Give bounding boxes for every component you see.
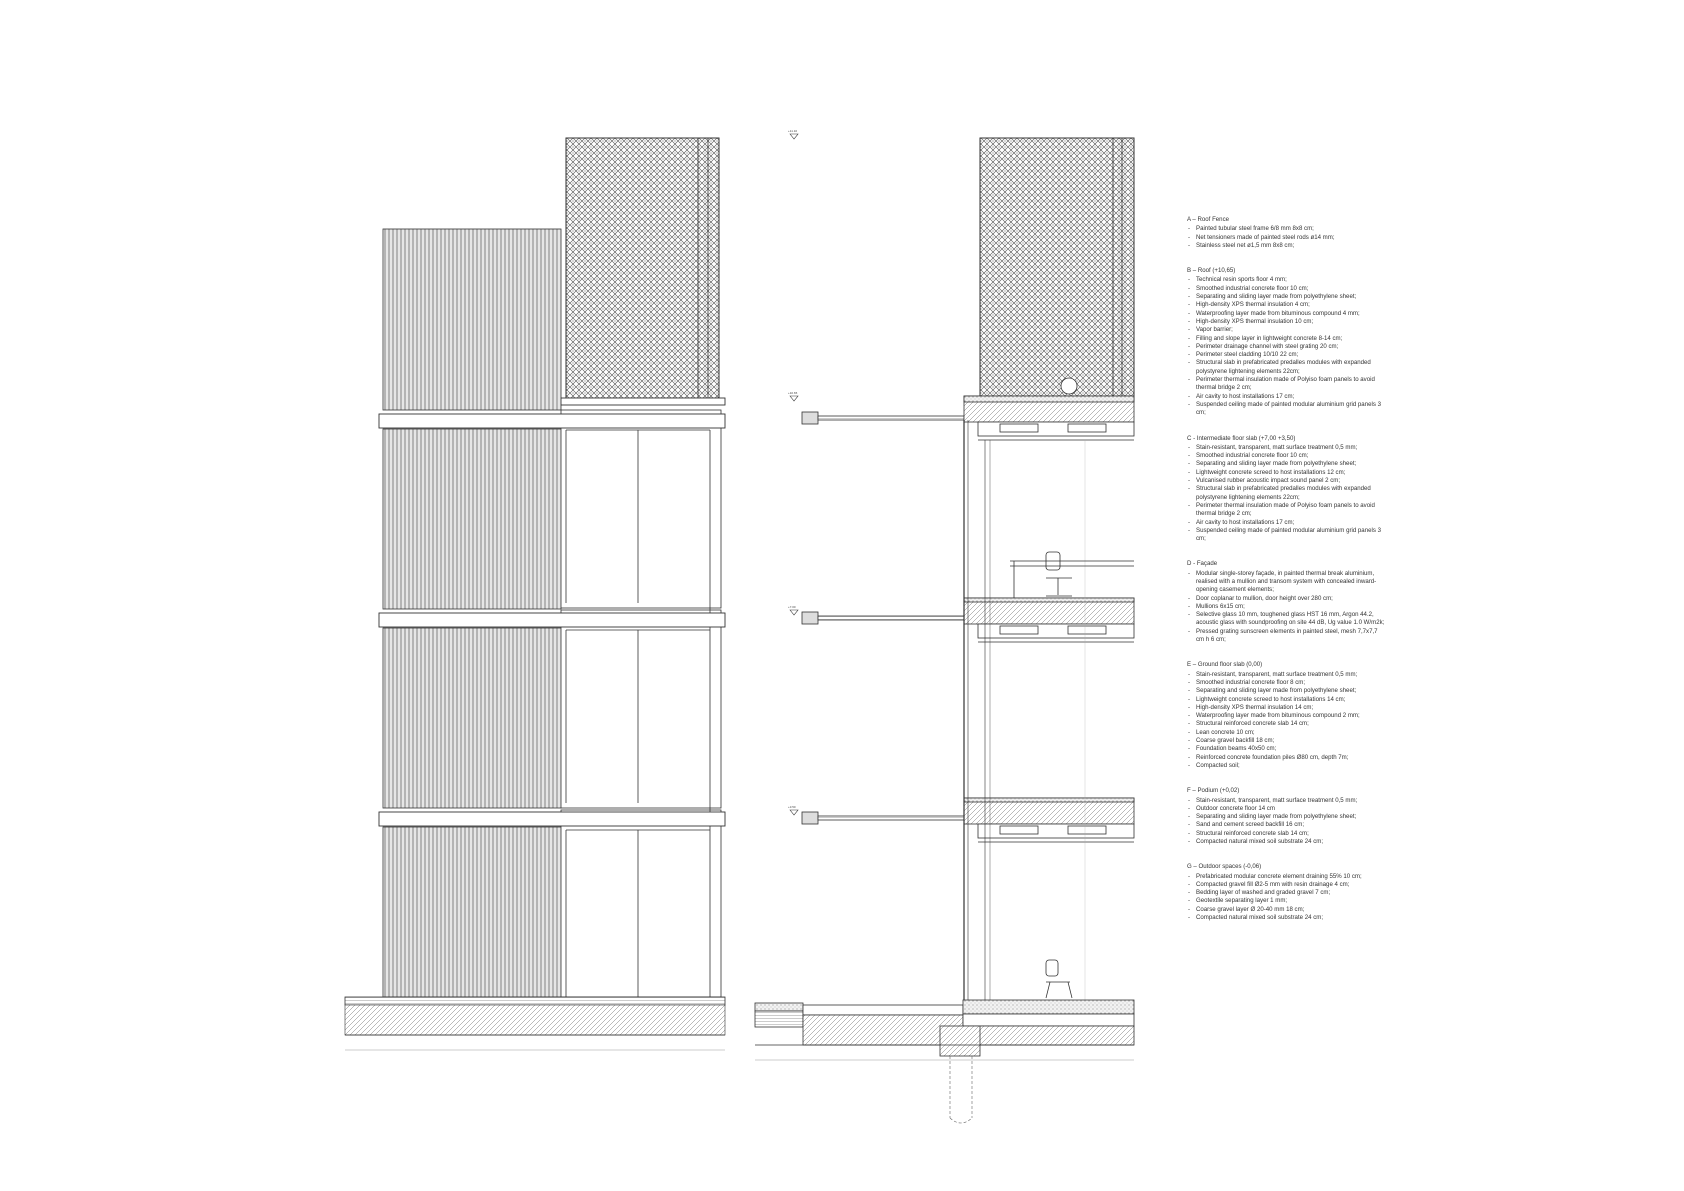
legend-item: - Compacted natural mixed soil substrate 24 cm; bbox=[1187, 914, 1387, 922]
legend-item: - Smoothed industrial concrete floor 10 cm; bbox=[1187, 452, 1387, 460]
legend-item: - Coarse gravel layer Ø 20-40 mm 18 cm; bbox=[1187, 906, 1387, 914]
legend-item: - Stainless steel net ø1,5 mm 8x8 cm; bbox=[1187, 242, 1387, 250]
legend-section-title: G – Outdoor spaces (-0,06) bbox=[1187, 863, 1262, 871]
legend-item: - Lightweight concrete screed to host installations 12 cm; bbox=[1187, 469, 1387, 477]
legend-item: - Filling and slope layer in lightweight concrete 8-14 cm; bbox=[1187, 335, 1387, 343]
legend-item: - Prefabricated modular concrete element draining 55% 10 cm; bbox=[1187, 873, 1387, 881]
elevation-view bbox=[345, 138, 725, 1050]
legend-section bbox=[1187, 267, 1387, 417]
section-view bbox=[755, 134, 1134, 1123]
legend-section bbox=[1187, 787, 1387, 846]
elevation-ground bbox=[345, 997, 725, 1050]
level-markers bbox=[790, 134, 798, 815]
cladding-lower bbox=[383, 827, 561, 997]
legend-item: - Separating and sliding layer made from polyethylene sheet; bbox=[1187, 813, 1387, 821]
legend-item: - Perimeter thermal insulation made of Polyiso foam panels to avoid thermal bridge 2 cm; bbox=[1187, 376, 1387, 393]
legend-item: - Smoothed industrial concrete floor 8 cm; bbox=[1187, 679, 1387, 687]
legend-item: - Perimeter drainage channel with steel grating 20 cm; bbox=[1187, 343, 1387, 351]
legend-item: - Lean concrete 10 cm; bbox=[1187, 729, 1387, 737]
legend-item: - Separating and sliding layer made from polyethylene sheet; bbox=[1187, 293, 1387, 301]
cladding-middle bbox=[383, 429, 561, 609]
legend-item: - Waterproofing layer made from bituminous compound 2 mm; bbox=[1187, 712, 1387, 720]
cladding-mid-lower bbox=[383, 628, 561, 808]
legend-item: - Door coplanar to mullion, door height over 280 cm; bbox=[1187, 595, 1387, 603]
svg-text:+11.10: +11.10 bbox=[788, 129, 798, 133]
legend-item: - Selective glass 10 mm, toughened glass HST 16 mm, Argon 44.2, acoustic glass with soundproofing on site 44 dB, Ug value 1.0 W/m2k; bbox=[1187, 611, 1387, 628]
legend-section-title: B – Roof (+10,65) bbox=[1187, 267, 1236, 275]
cladding-upper bbox=[383, 229, 561, 410]
legend-section bbox=[1187, 661, 1387, 770]
legend-item: - Suspended ceiling made of painted modular aluminium grid panels 3 cm; bbox=[1187, 401, 1387, 418]
svg-text:+3.50: +3.50 bbox=[788, 805, 796, 809]
legend-section-title: F – Podium (+0,02) bbox=[1187, 787, 1240, 795]
legend-item: - Structural reinforced concrete slab 14 cm; bbox=[1187, 830, 1387, 838]
legend-item: - Compacted soil; bbox=[1187, 762, 1387, 770]
section-roof-fence bbox=[980, 138, 1134, 396]
legend-item: - Painted tubular steel frame 6/8 mm 8x8 cm; bbox=[1187, 225, 1387, 233]
legend-item: - Structural reinforced concrete slab 14 cm; bbox=[1187, 720, 1387, 728]
legend-item: - Stain-resistant, transparent, matt surface treatment 0,5 mm; bbox=[1187, 671, 1387, 679]
svg-text:+7.00: +7.00 bbox=[788, 605, 796, 609]
legend-item: - Compacted natural mixed soil substrate 24 cm; bbox=[1187, 838, 1387, 846]
roof-fence-mesh bbox=[566, 138, 719, 398]
legend-item: - Compacted gravel fill Ø2-5 mm with resin drainage 4 cm; bbox=[1187, 881, 1387, 889]
legend-item: - High-density XPS thermal insulation 10 cm; bbox=[1187, 318, 1387, 326]
legend-item: - High-density XPS thermal insulation 4 cm; bbox=[1187, 301, 1387, 309]
legend-item: - Outdoor concrete floor 14 cm bbox=[1187, 805, 1387, 813]
legend-item: - Stain-resistant, transparent, matt surface treatment 0,5 mm; bbox=[1187, 444, 1387, 452]
legend-item: - Geotextile separating layer 1 mm; bbox=[1187, 897, 1387, 905]
legend-item: - Coarse gravel backfill 18 cm; bbox=[1187, 737, 1387, 745]
legend-section-title: D - Façade bbox=[1187, 560, 1218, 568]
roof-slab-section bbox=[964, 396, 1134, 440]
legend-item: - Modular single-storey façade, in painted thermal break aluminium, realised with a mullion and transom system with concealed inward-opening casement elements; bbox=[1187, 570, 1387, 595]
level-labels bbox=[788, 129, 798, 809]
drain-symbol bbox=[1061, 378, 1077, 394]
legend-section-title: E – Ground floor slab (0,00) bbox=[1187, 661, 1263, 669]
glazed-facade bbox=[561, 410, 721, 997]
legend-item: - Vapor barrier; bbox=[1187, 326, 1387, 334]
legend-item: - Perimeter thermal insulation made of Polyiso foam panels to avoid thermal bridge 2 cm; bbox=[1187, 502, 1387, 519]
legend-section-title: A – Roof Fence bbox=[1187, 216, 1230, 223]
legend-item: - High-density XPS thermal insulation 14 cm; bbox=[1187, 704, 1387, 712]
legend-item: - Technical resin sports floor 4 mm; bbox=[1187, 276, 1387, 284]
legend-section bbox=[1187, 863, 1387, 922]
legend-item: - Vulcanised rubber acoustic impact sound panel 2 cm; bbox=[1187, 477, 1387, 485]
sunscreen-grids bbox=[802, 412, 964, 824]
legend-item: - Lightweight concrete screed to host installations 14 cm; bbox=[1187, 696, 1387, 704]
legend-section bbox=[1187, 560, 1387, 644]
legend-item: - Separating and sliding layer made from polyethylene sheet; bbox=[1187, 460, 1387, 468]
legend-section bbox=[1187, 435, 1387, 544]
legend-item: - Sand and cement screed backfill 16 cm; bbox=[1187, 821, 1387, 829]
legend-item: - Smoothed industrial concrete floor 10 cm; bbox=[1187, 285, 1387, 293]
legend-section bbox=[1187, 216, 1387, 250]
ground-floor-section bbox=[755, 1000, 1134, 1060]
foundation-pile bbox=[950, 1056, 972, 1123]
legend-section-title: C - Intermediate floor slab (+7,00 +3,50) bbox=[1187, 434, 1296, 442]
legend-item: - Bedding layer of washed and graded gravel 7 cm; bbox=[1187, 889, 1387, 897]
facade-section bbox=[964, 420, 1085, 1005]
legend-item: - Mullions 6x15 cm; bbox=[1187, 603, 1387, 611]
legend-item: - Air cavity to host installations 17 cm; bbox=[1187, 519, 1387, 527]
legend-item: - Structural slab in prefabricated predalles modules with expanded polystyrene lightening elements 22cm; bbox=[1187, 359, 1387, 376]
legend-item: - Net tensioners made of painted steel rods ø14 mm; bbox=[1187, 234, 1387, 242]
legend-item: - Structural slab in prefabricated predalles modules with expanded polystyrene lightening elements 22cm; bbox=[1187, 485, 1387, 502]
legend-item: - Separating and sliding layer made from polyethylene sheet; bbox=[1187, 687, 1387, 695]
legend-item: - Suspended ceiling made of painted modular aluminium grid panels 3 cm; bbox=[1187, 527, 1387, 544]
legend-item: - Pressed grating sunscreen elements in painted steel, mesh 7,7x7,7 cm h 6 cm; bbox=[1187, 628, 1387, 645]
legend-item: - Foundation beams 40x50 cm; bbox=[1187, 745, 1387, 753]
svg-text:+10.65: +10.65 bbox=[788, 391, 798, 395]
legend-item: - Perimeter steel cladding 10/10 22 cm; bbox=[1187, 351, 1387, 359]
intermediate-slab-sections bbox=[964, 598, 1134, 842]
materials-legend bbox=[1187, 216, 1387, 939]
legend-item: - Air cavity to host installations 17 cm; bbox=[1187, 393, 1387, 401]
legend-item: - Reinforced concrete foundation piles Ø80 cm, depth 7m; bbox=[1187, 754, 1387, 762]
legend-item: - Waterproofing layer made from bituminous compound 4 mm; bbox=[1187, 310, 1387, 318]
legend-item: - Stain-resistant, transparent, matt surface treatment 0,5 mm; bbox=[1187, 797, 1387, 805]
